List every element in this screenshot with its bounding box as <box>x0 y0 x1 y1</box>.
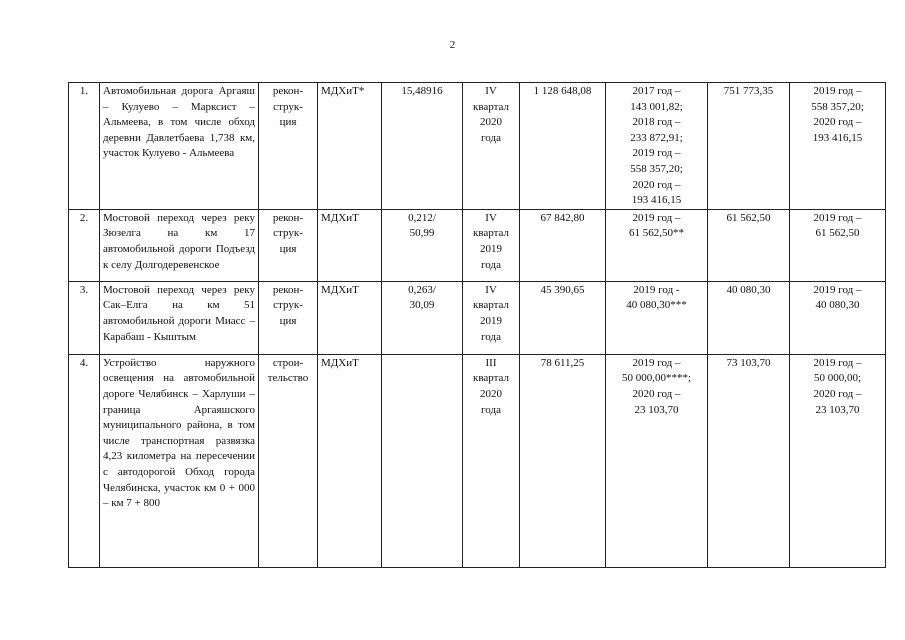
funding-by-years: 2019 год – 50 000,00; 2020 год – 23 103,70 <box>790 354 886 567</box>
completion-term: IV квартал 2020 года <box>463 83 520 210</box>
length: 0,263/ 30,09 <box>382 281 463 354</box>
customer: МДХиТ <box>318 281 382 354</box>
length: 0,212/ 50,99 <box>382 209 463 281</box>
work-type: рекон- струк- ция <box>259 83 318 210</box>
budget-amount: 73 103,70 <box>708 354 790 567</box>
completion-term: IV квартал 2019 года <box>463 209 520 281</box>
object-name: Мостовой переход через реку Зюзелга на км 17 автомобильной дороги Подъезд к селу Долгодеревенское <box>100 209 259 281</box>
customer: МДХиТ <box>318 354 382 567</box>
estimated-cost: 78 611,25 <box>520 354 606 567</box>
row-number: 3. <box>69 281 100 354</box>
object-name: Автомобильная дорога Аргаяш – Кулуево – Марксист – Альмеева, в том числе обход деревни Давлетбаева 1,738 км, участок Кулуево - Альмеева <box>100 83 259 210</box>
table-row <box>69 209 886 281</box>
table-row <box>69 281 886 354</box>
budget-amount: 40 080,30 <box>708 281 790 354</box>
work-type: рекон- струк- ция <box>259 209 318 281</box>
page-number: 2 <box>449 39 456 51</box>
funding-by-years: 2019 год – 40 080,30 <box>790 281 886 354</box>
estimated-cost: 67 842,80 <box>520 209 606 281</box>
objects-table <box>68 82 886 568</box>
table-row <box>69 354 886 567</box>
object-name: Мостовой переход через реку Сак–Елга на км 51 автомобильной дороги Миасс – Карабаш - Кыштым <box>100 281 259 354</box>
cost-by-years: 2017 год – 143 001,82; 2018 год – 233 872,91; 2019 год – 558 357,20; 2020 год – 193 416,15 <box>606 83 708 210</box>
row-number: 1. <box>69 83 100 210</box>
work-type: строи- тельство <box>259 354 318 567</box>
funding-by-years: 2019 год – 558 357,20; 2020 год – 193 416,15 <box>790 83 886 210</box>
cost-by-years: 2019 год – 50 000,00****; 2020 год – 23 103,70 <box>606 354 708 567</box>
row-number: 4. <box>69 354 100 567</box>
work-type: рекон- струк- ция <box>259 281 318 354</box>
length: 15,48916 <box>382 83 463 210</box>
budget-amount: 61 562,50 <box>708 209 790 281</box>
budget-amount: 751 773,35 <box>708 83 790 210</box>
customer: МДХиТ* <box>318 83 382 210</box>
row-number: 2. <box>69 209 100 281</box>
cost-by-years: 2019 год - 40 080,30*** <box>606 281 708 354</box>
estimated-cost: 45 390,65 <box>520 281 606 354</box>
object-name: Устройство наружного освещения на автомобильной дороге Челябинск – Харлуши – граница Аргаяшского муниципального района, в том числе транспортная развязка 4,23 километра на пересечении с автодорогой Обход города Челябинска, участок км 0 + 000 – км 7 + 800 <box>100 354 259 567</box>
completion-term: IV квартал 2019 года <box>463 281 520 354</box>
completion-term: III квартал 2020 года <box>463 354 520 567</box>
customer: МДХиТ <box>318 209 382 281</box>
cost-by-years: 2019 год – 61 562,50** <box>606 209 708 281</box>
funding-by-years: 2019 год – 61 562,50 <box>790 209 886 281</box>
estimated-cost: 1 128 648,08 <box>520 83 606 210</box>
table-row <box>69 83 886 210</box>
length <box>382 354 463 567</box>
